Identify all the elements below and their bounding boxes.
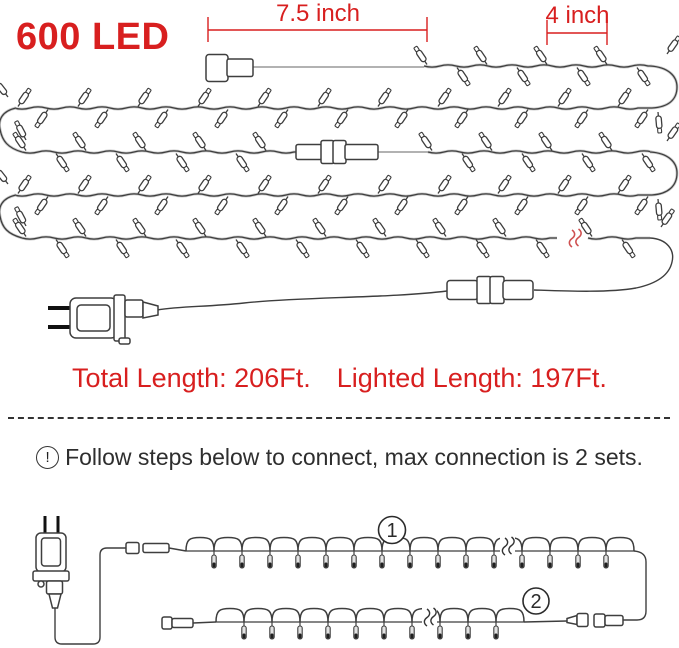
light-bulb-icon <box>665 122 679 142</box>
light-bulb-icon <box>234 238 250 258</box>
light-bulb-icon <box>634 108 650 128</box>
light-bulb-icon <box>496 88 512 108</box>
light-bulb-icon <box>454 108 470 128</box>
hanging-bulb-icon <box>464 551 468 568</box>
hanging-bulb-icon <box>494 622 498 639</box>
string-2-end-connector <box>162 617 216 629</box>
power-plug-icon <box>33 516 69 608</box>
break-symbol-icon <box>569 229 581 247</box>
light-bulb-icon <box>616 175 632 195</box>
light-bulb-icon <box>274 108 290 128</box>
step-1-badge <box>379 517 406 544</box>
light-bulb-icon <box>0 79 10 99</box>
light-bulb-icon <box>478 132 494 152</box>
light-bulb-icon <box>515 66 531 86</box>
hanging-bulb-icon <box>466 622 470 639</box>
exclamation-circle-icon: ! <box>36 446 59 469</box>
lead-length-label: 7.5 inch <box>275 0 361 27</box>
light-bulb-icon <box>492 218 508 238</box>
light-bulb-icon <box>520 152 536 172</box>
light-bulb-icon <box>474 238 490 258</box>
light-bulb-icon <box>334 108 350 128</box>
light-bulb-icon <box>533 46 549 66</box>
hanging-bulb-icon <box>576 551 580 568</box>
hanging-bulb-icon <box>270 622 274 639</box>
connection-note <box>0 444 679 471</box>
hanging-bulb-icon <box>240 551 244 568</box>
light-bulb-icon <box>252 132 268 152</box>
hanging-bulb-icon <box>324 551 328 568</box>
light-bulb-icon <box>34 108 50 128</box>
dashed-divider <box>8 417 670 419</box>
inline-connector <box>296 141 378 164</box>
light-bulb-icon <box>94 195 110 215</box>
light-bulb-icon <box>372 218 388 238</box>
light-bulb-icon <box>72 218 88 238</box>
light-bulb-icon <box>312 218 328 238</box>
light-bulb-icon <box>54 238 70 258</box>
bulb-spacing-label: 4 inch <box>545 2 610 29</box>
light-bulb-icon <box>376 175 392 195</box>
wire <box>650 152 677 195</box>
light-bulb-icon <box>580 152 596 172</box>
total-length-label: Total Length: 206Ft. <box>72 363 311 393</box>
light-bulb-icon <box>460 152 476 172</box>
light-bulb-icon <box>154 108 170 128</box>
light-bulb-icon <box>214 195 230 215</box>
light-bulb-icon <box>114 238 130 258</box>
light-bulb-icon <box>196 175 212 195</box>
wire <box>650 66 677 108</box>
light-bulb-icon <box>154 195 170 215</box>
light-bulb-icon <box>76 175 92 195</box>
light-bulb-icon <box>575 66 591 86</box>
light-bulb-icon <box>174 238 190 258</box>
hanging-bulb-icon <box>604 551 608 568</box>
light-bulb-icon <box>454 195 470 215</box>
hanging-bulb-icon <box>380 551 384 568</box>
hanging-bulb-icon <box>242 622 246 639</box>
step-1-number: 1 <box>386 520 398 542</box>
light-bulb-icon <box>174 152 190 172</box>
connection-note-text: Follow steps below to connect, max connection is 2 sets. <box>65 444 643 470</box>
light-bulb-icon <box>616 88 632 108</box>
detached-connector <box>524 614 623 628</box>
light-bulb-icon <box>0 166 10 186</box>
light-bulb-icon <box>634 195 650 215</box>
step-2-number: 2 <box>530 591 542 613</box>
light-bulb-icon <box>414 238 430 258</box>
light-bulb-icon <box>294 238 310 258</box>
light-bulb-icon <box>376 88 392 108</box>
light-bulb-icon <box>538 132 554 152</box>
connection-diagram <box>33 516 646 644</box>
light-bulb-icon <box>635 66 651 86</box>
light-bulb-icon <box>234 152 250 172</box>
light-bulb-icon <box>114 152 130 172</box>
scallop-wire <box>186 538 634 552</box>
light-bulb-icon <box>620 238 636 258</box>
light-bulb-icon <box>574 108 590 128</box>
light-bulb-icon <box>514 108 530 128</box>
light-bulb-icon <box>256 88 272 108</box>
hanging-bulb-icon <box>326 622 330 639</box>
inline-connector <box>447 277 533 304</box>
light-bulb-icon <box>136 88 152 108</box>
string-1-end-wire <box>623 551 646 620</box>
pigtail-connector <box>126 543 186 554</box>
light-bulb-icon <box>640 152 656 172</box>
light-bulb-icon <box>54 152 70 172</box>
break-symbol-icon <box>500 536 515 555</box>
light-bulb-icon <box>593 46 609 66</box>
hanging-bulb-icon <box>212 551 216 568</box>
light-bulb-icon <box>316 88 332 108</box>
light-bulb-icon <box>394 108 410 128</box>
light-bulb-icon <box>496 175 512 195</box>
light-bulb-icon <box>16 88 32 108</box>
light-bulb-icon <box>256 175 272 195</box>
lighted-length-label: Lighted Length: 197Ft. <box>336 363 607 393</box>
light-bulb-icon <box>655 112 662 133</box>
light-bulb-icon <box>436 175 452 195</box>
light-bulb-icon <box>354 238 370 258</box>
light-bulb-icon <box>132 132 148 152</box>
light-bulb-icon <box>76 88 92 108</box>
light-bulb-icon <box>556 88 572 108</box>
light-bulb-icon <box>192 132 208 152</box>
light-bulb-icon <box>132 218 148 238</box>
hanging-bulb-icon <box>436 551 440 568</box>
hanging-bulb-icon <box>520 551 524 568</box>
hanging-bulb-icon <box>548 551 552 568</box>
light-bulb-icon <box>136 175 152 195</box>
light-bulb-icon <box>455 66 471 86</box>
light-bulb-icon <box>94 108 110 128</box>
length-summary <box>0 363 679 394</box>
light-bulb-icon <box>192 218 208 238</box>
hanging-bulb-icon <box>492 551 496 568</box>
end-connector <box>206 55 253 82</box>
light-bulb-icon <box>196 88 212 108</box>
led-count-label: 600 LED <box>16 16 170 58</box>
light-bulb-icon <box>34 195 50 215</box>
light-bulb-icon <box>16 175 32 195</box>
light-bulb-icon <box>418 132 434 152</box>
break-symbol-icon <box>422 607 437 626</box>
light-bulb-icon <box>665 35 679 55</box>
hanging-bulb-icon <box>410 622 414 639</box>
hanging-bulb-icon <box>298 622 302 639</box>
light-bulb-icon <box>72 132 88 152</box>
light-bulb-icon <box>556 175 572 195</box>
step-2-badge <box>523 588 549 614</box>
light-bulb-icon <box>473 46 489 66</box>
light-bulb-icon <box>252 218 268 238</box>
light-bulb-icon <box>436 88 452 108</box>
hanging-bulb-icon <box>296 551 300 568</box>
light-bulb-icon <box>214 108 230 128</box>
light-bulb-icon <box>334 195 350 215</box>
end-wire <box>534 238 673 291</box>
light-bulb-icon <box>413 46 429 66</box>
light-bulb-icon <box>534 238 550 258</box>
light-bulb-icon <box>574 195 590 215</box>
light-bulb-icon <box>514 195 530 215</box>
light-bulb-icon <box>394 195 410 215</box>
hanging-bulb-icon <box>352 551 356 568</box>
light-bulb-icon <box>432 218 448 238</box>
hanging-bulb-icon <box>382 622 386 639</box>
hanging-bulb-icon <box>268 551 272 568</box>
light-bulb-icon <box>274 195 290 215</box>
light-bulb-icon <box>316 175 332 195</box>
power-plug-icon <box>48 295 158 344</box>
light-bulb-icon <box>598 132 614 152</box>
scallop-wire <box>216 609 524 623</box>
hanging-bulb-icon <box>354 622 358 639</box>
wire <box>650 152 677 195</box>
hanging-bulb-icon <box>438 622 442 639</box>
plug-wire <box>157 291 447 310</box>
light-bulb-icon <box>655 199 662 220</box>
hanging-bulb-icon <box>408 551 412 568</box>
